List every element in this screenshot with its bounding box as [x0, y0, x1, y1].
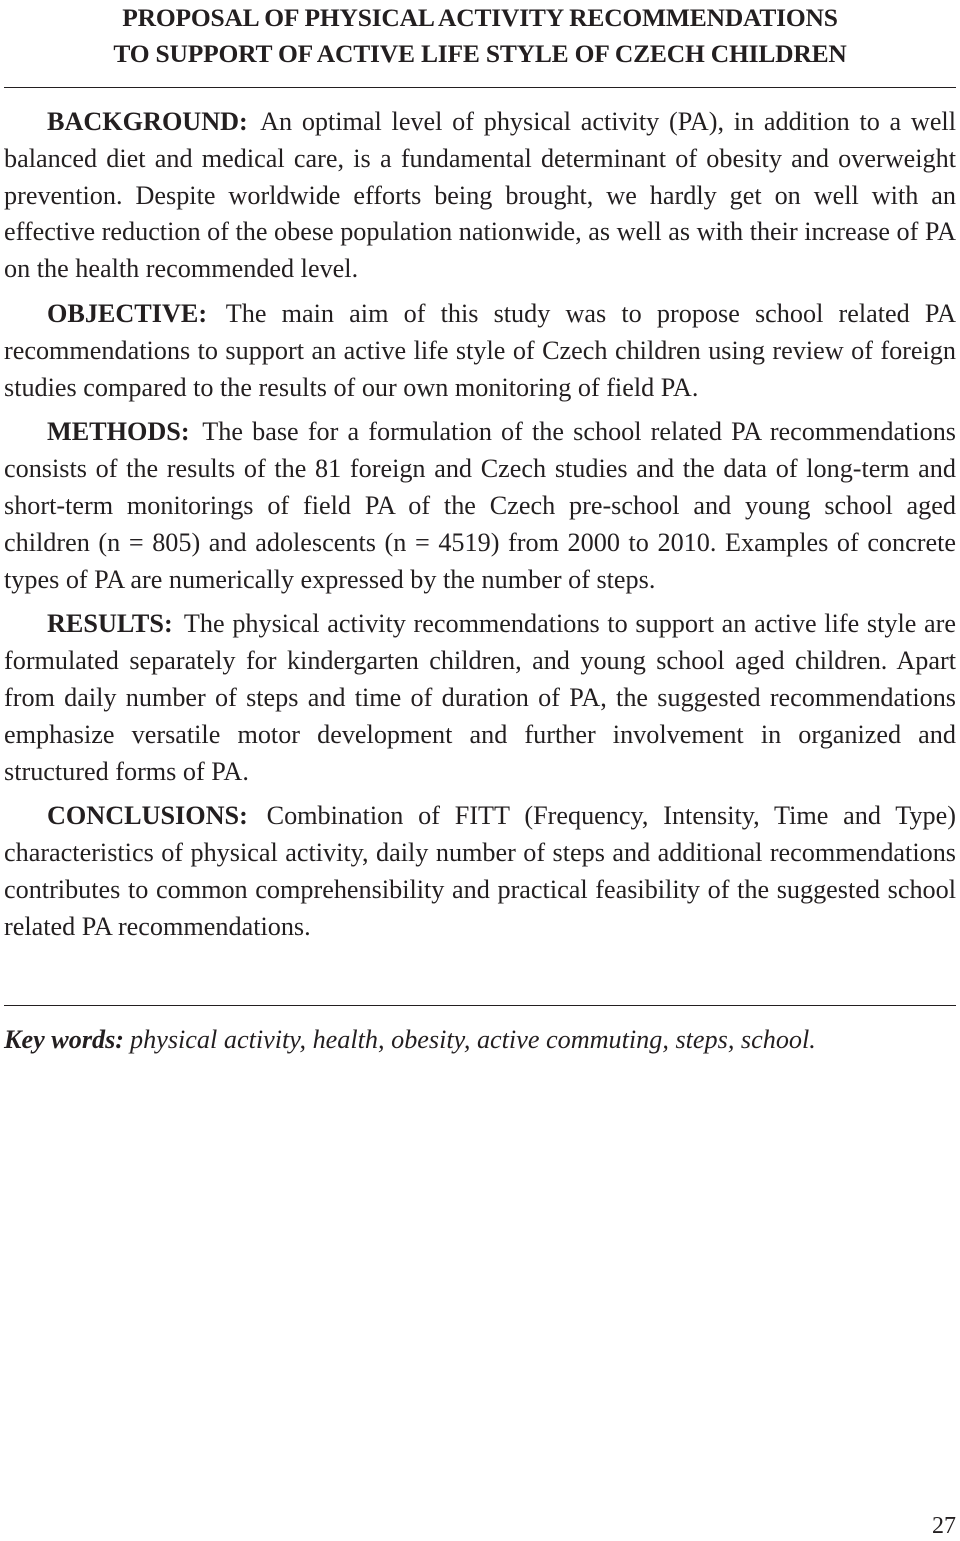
- background-heading: BACKGROUND:: [47, 107, 248, 136]
- abstract-objective: [4, 296, 956, 406]
- bottom-divider: [4, 1005, 956, 1006]
- conclusions-text: Combination of FITT (Frequency, Intensity, Time and Type) characteristics of physical activity, daily number of steps and additional recommendations contributes to common comprehensibility and practical feasibility of the suggested school related PA recommendations.: [4, 801, 956, 941]
- methods-text: The base for a formulation of the school related PA recommendations consists of the results of the 81 foreign and Czech studies and the data of long-term and short-term monitorings of field PA of the Czech pre-school and young school aged children (n = 805) and adolescents (n = 4519) from 2000 to 2010. Examples of concrete types of PA are numerically expressed by the number of steps.: [4, 417, 957, 594]
- keywords-label: Key words:: [4, 1025, 125, 1054]
- page-number: 27: [932, 1513, 956, 1539]
- methods-heading: METHODS:: [47, 417, 190, 447]
- results-heading: RESULTS:: [47, 609, 173, 639]
- conclusions-heading: CONCLUSIONS:: [47, 801, 248, 831]
- keywords: [4, 1022, 956, 1058]
- background-text: An optimal level of physical activity (PA), in addition to a well balanced diet and medical care, is a fundamental determinant of obesity and overweight prevention. Despite worldwide efforts being brought, we hardly get on well with an effective reduction of the obese population nationwide, as well as with their increase of PA on the health recommended level.: [4, 107, 956, 284]
- top-divider: [4, 87, 956, 88]
- abstract-results: [4, 606, 956, 790]
- abstract-background: [4, 104, 956, 288]
- abstract-conclusions: [4, 798, 956, 945]
- objective-text: The main aim of this study was to propose school related PA recommendations to support an active life style of Czech children using review of foreign studies compared to the results of our own monitoring of field PA.: [4, 298, 956, 402]
- results-text: The physical activity recommendations to support an active life style are formulated separately for kindergarten children, and young school aged children. Apart from daily number of steps and time of duration of PA, the suggested recommendations emphasize versatile motor development and further involvement in organized and structured forms of PA.: [4, 609, 957, 786]
- title-line-1: PROPOSAL OF PHYSICAL ACTIVITY RECOMMENDATIONS: [122, 3, 838, 32]
- title-line-2: TO SUPPORT OF ACTIVE LIFE STYLE OF CZECH CHILDREN: [113, 39, 847, 68]
- paper-title: [0, 0, 960, 72]
- abstract-methods: [4, 414, 956, 598]
- keywords-text: physical activity, health, obesity, active commuting, steps, school.: [130, 1025, 816, 1054]
- abstract: [4, 104, 956, 954]
- objective-heading: OBJECTIVE:: [47, 298, 208, 328]
